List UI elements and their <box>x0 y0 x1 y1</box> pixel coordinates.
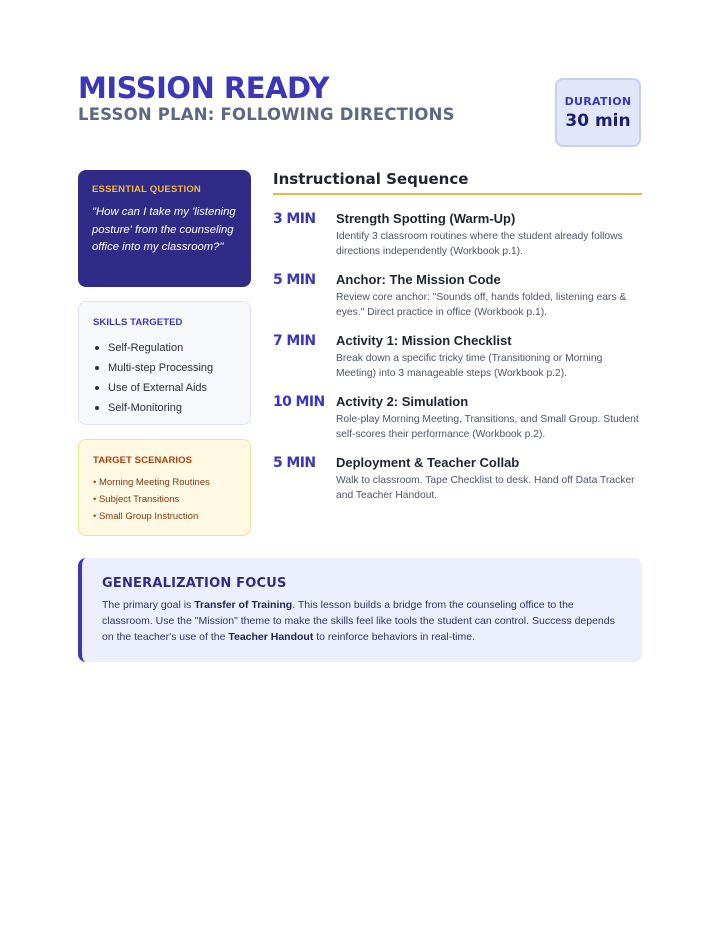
essential-question-card <box>78 170 251 287</box>
step-time: 5 MIN <box>273 455 316 471</box>
skills-list <box>93 338 236 418</box>
focus-text-part: The primary goal is <box>102 599 195 611</box>
duration-badge <box>555 78 641 147</box>
step-body <box>336 272 642 320</box>
step-time: 7 MIN <box>273 333 316 349</box>
generalization-focus-panel <box>78 558 642 662</box>
duration-value: 30 min <box>565 111 631 131</box>
step-description: Review core anchor: "Sounds off, hands folded, listening ears & eyes." Direct practice in office (Workbook p.1). <box>336 292 627 318</box>
step-time: 10 MIN <box>273 394 325 410</box>
step-time: 3 MIN <box>273 211 316 227</box>
step-body <box>336 333 642 381</box>
step-description: Role-play Morning Meeting, Transitions, and Small Group. Student self-scores their performance (Workbook p.2). <box>336 414 639 440</box>
step-time: 5 MIN <box>273 272 316 288</box>
bullet-icon: • <box>93 477 99 488</box>
skill-item: Use of External Aids <box>93 378 236 398</box>
page-subtitle: LESSON PLAN: FOLLOWING DIRECTIONS <box>78 105 455 124</box>
target-scenarios-card <box>78 439 251 536</box>
skills-targeted-label: SKILLS TARGETED <box>93 317 183 328</box>
generalization-focus-title: GENERALIZATION FOCUS <box>102 576 287 591</box>
step-title: Activity 2: Simulation <box>336 394 469 409</box>
focus-text-part: . This lesson builds a bridge from the counseling office to the classroom. Use the "Mission" theme to make the skills feel like tools the student can control. Success depends on the teacher's use of the <box>102 599 615 643</box>
sequence-divider <box>273 193 642 195</box>
step-title: Strength Spotting (Warm-Up) <box>336 211 516 226</box>
bullet-icon: • <box>93 494 99 505</box>
essential-question-text: "How can I take my 'listening posture' from the counseling office into my classroom?" <box>92 206 236 253</box>
skills-targeted-card <box>78 301 251 425</box>
scenario-item <box>93 508 236 525</box>
target-scenarios-label: TARGET SCENARIOS <box>93 455 193 466</box>
scenario-text: Subject Transitions <box>98 494 180 505</box>
page-title: MISSION READY <box>78 71 329 105</box>
bullet-icon: • <box>93 511 99 522</box>
sequence-title: Instructional Sequence <box>273 170 469 188</box>
scenario-item <box>93 491 236 508</box>
scenario-text: Morning Meeting Routines <box>98 477 210 488</box>
step-title: Anchor: The Mission Code <box>336 272 501 287</box>
scenario-text: Small Group Instruction <box>98 511 199 522</box>
scenario-item <box>93 474 236 491</box>
skill-item: Multi-step Processing <box>93 358 236 378</box>
step-body <box>336 211 642 259</box>
scenarios-list <box>93 474 236 525</box>
step-body <box>336 455 642 503</box>
step-title: Deployment & Teacher Collab <box>336 455 520 470</box>
step-body <box>336 394 642 442</box>
skill-item: Self-Monitoring <box>93 398 236 418</box>
step-description: Break down a specific tricky time (Transitioning or Morning Meeting) into 3 manageable steps (Workbook p.2). <box>336 353 603 379</box>
duration-label: DURATION <box>564 95 632 108</box>
generalization-focus-text <box>102 597 622 645</box>
focus-emphasis: Teacher Handout <box>228 631 314 643</box>
focus-emphasis: Transfer of Training <box>194 599 293 611</box>
step-title: Activity 1: Mission Checklist <box>336 333 512 348</box>
step-description: Identify 3 classroom routines where the student already follows directions independently (Workbook p.1). <box>336 231 623 257</box>
skill-item: Self-Regulation <box>93 338 236 358</box>
essential-question-label: ESSENTIAL QUESTION <box>92 184 201 195</box>
focus-text-part: to reinforce behaviors in real-time. <box>313 631 475 643</box>
step-description: Walk to classroom. Tape Checklist to desk. Hand off Data Tracker and Teacher Handout. <box>336 475 635 501</box>
